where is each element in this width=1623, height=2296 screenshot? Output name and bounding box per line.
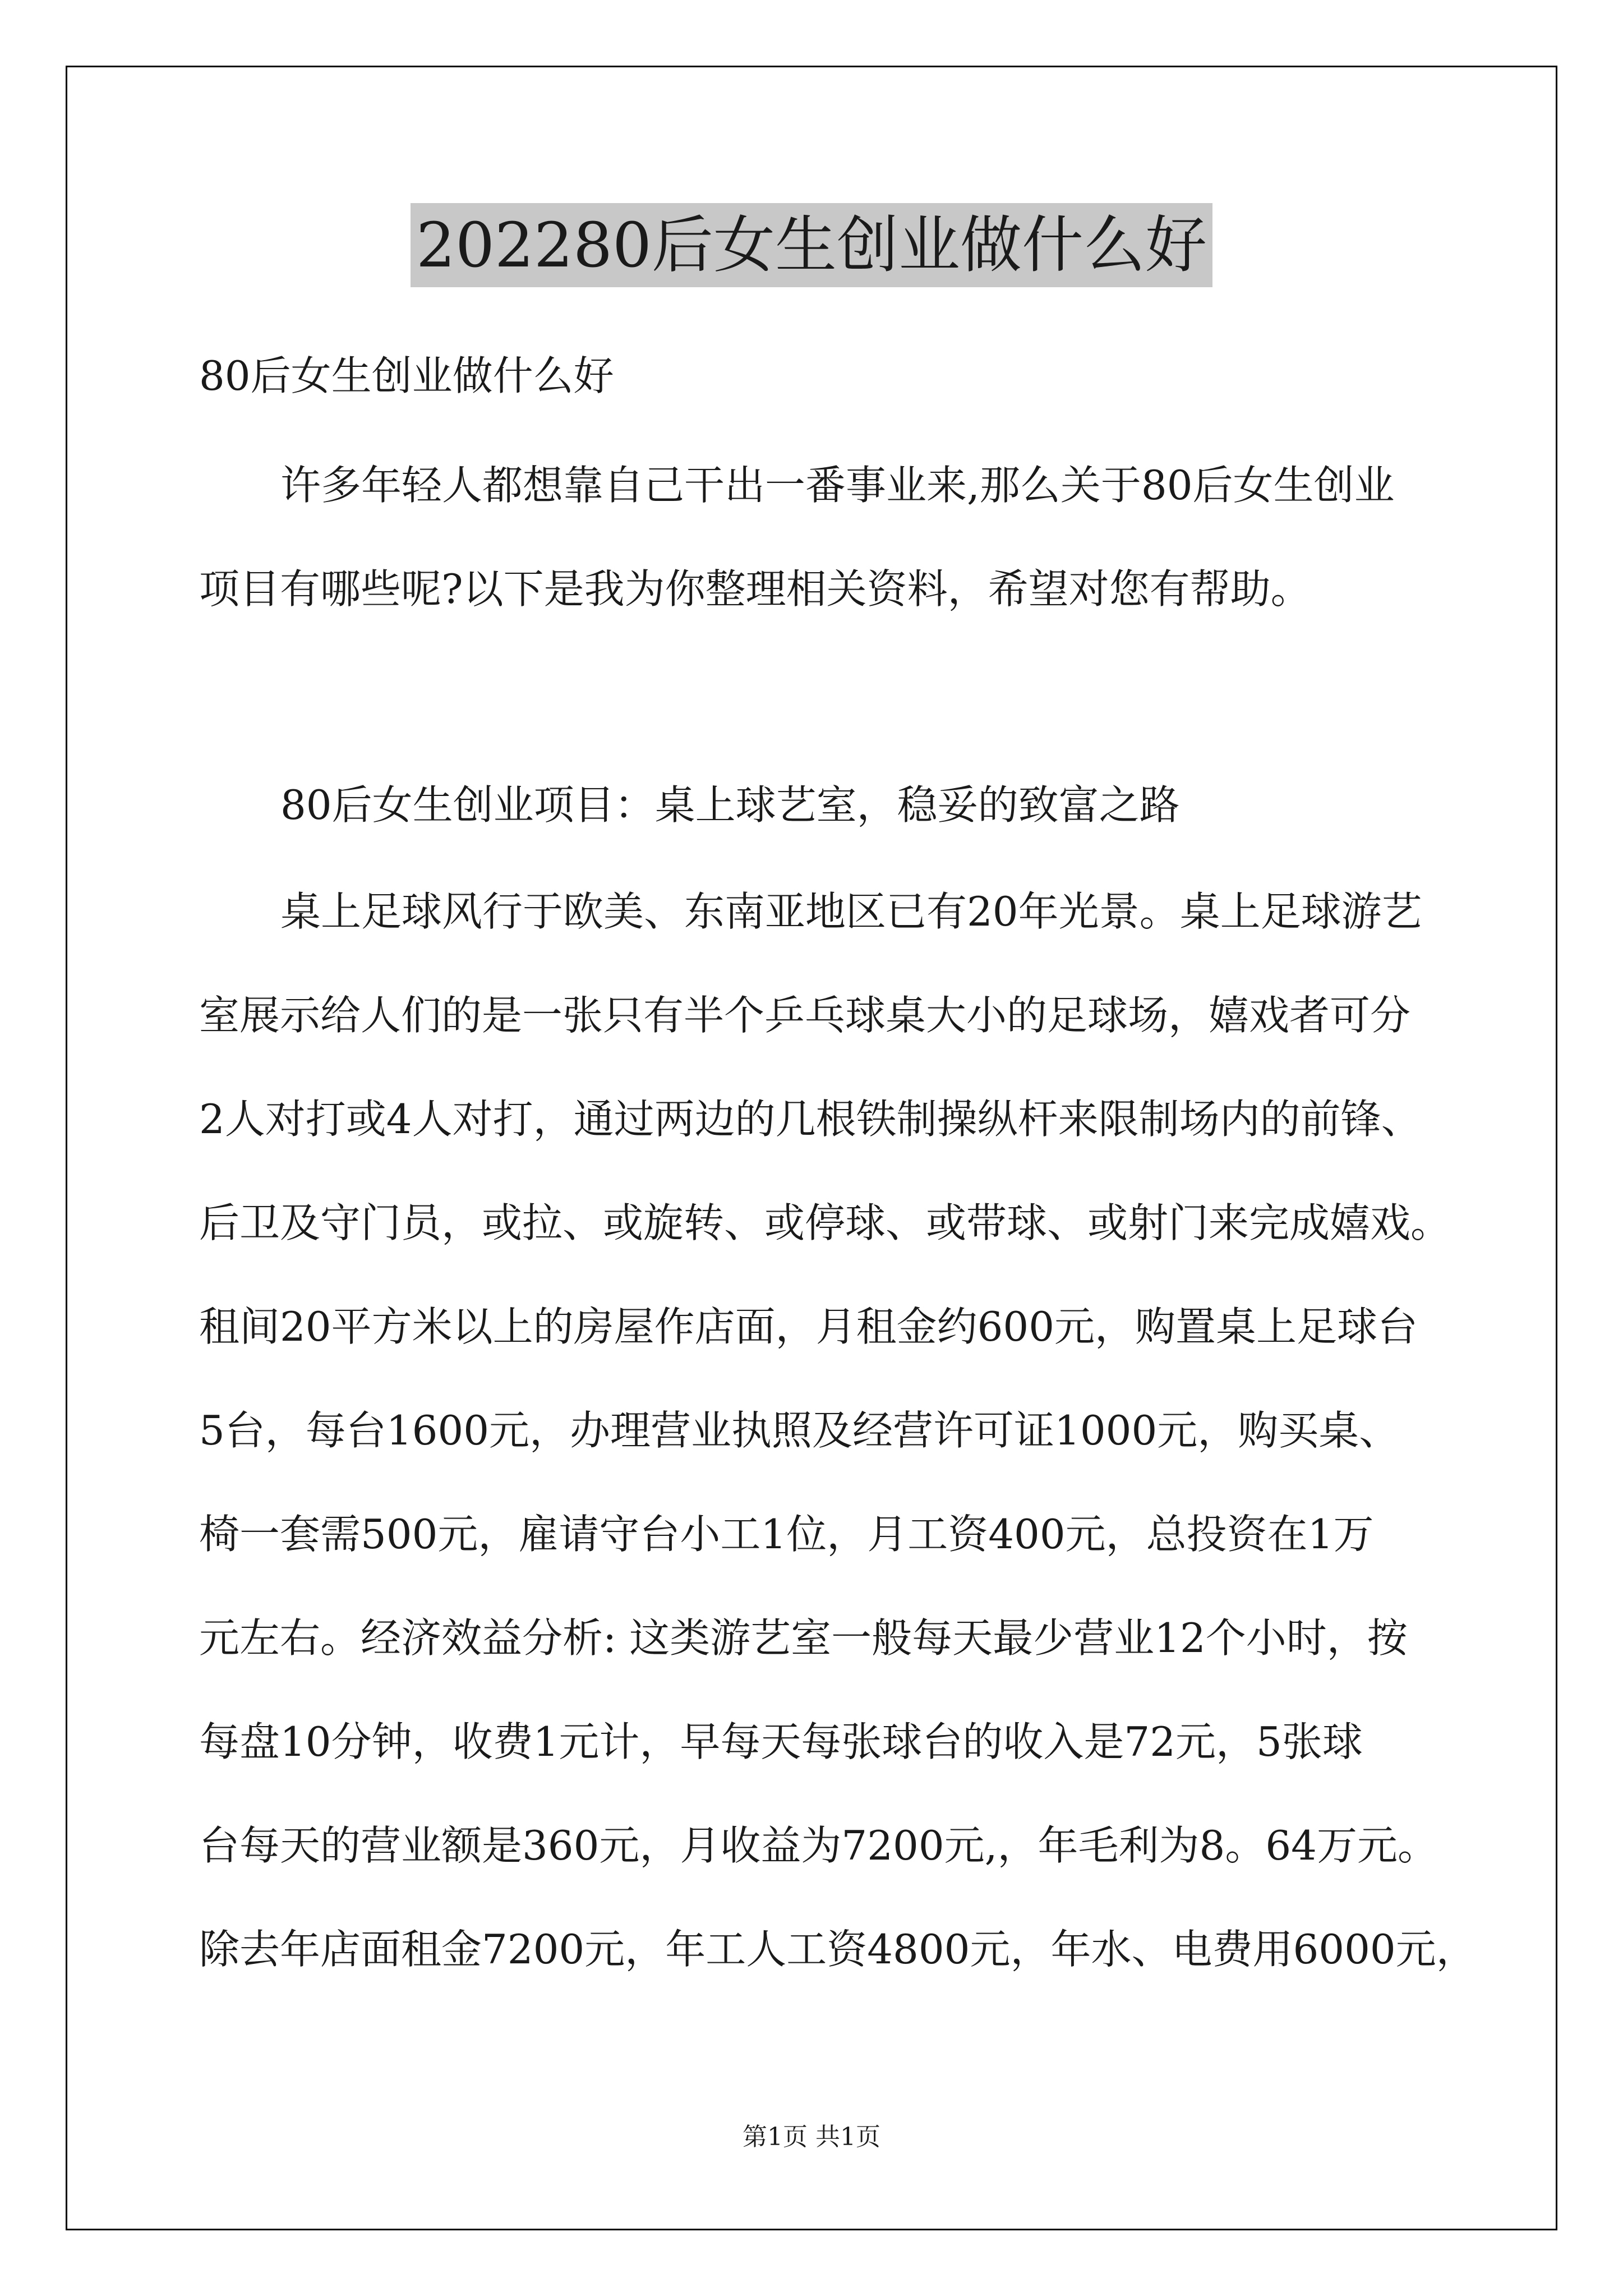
- section-heading: 80后女生创业项目：桌上球艺室，稳妥的致富之路: [280, 781, 1180, 829]
- paragraph-line: 室展示给人们的是一张只有半个乒乓球桌大小的足球场，嬉戏者可分: [199, 992, 1411, 1039]
- paragraph-line: 元左右。经济效益分析: 这类游艺室一般每天最少营业12个小时，按: [199, 1614, 1408, 1662]
- paragraph-line: 许多年轻人都想靠自己干出一番事业来,那么关于80后女生创业: [280, 462, 1395, 509]
- paragraph-line: 椅一套需500元，雇请守台小工1位，月工资400元，总投资在1万: [199, 1511, 1374, 1558]
- paragraph-line: 后卫及守门员，或拉、或旋转、或停球、或带球、或射门来完成嬉戏。: [199, 1199, 1451, 1246]
- title-container: [0, 203, 1623, 287]
- paragraph-line: 5台，每台1600元，办理营业执照及经营许可证1000元，购买桌、: [199, 1407, 1400, 1454]
- paragraph-line: 桌上足球风行于欧美、东南亚地区已有20年光景。桌上足球游艺: [280, 888, 1422, 935]
- subtitle: 80后女生创业做什么好: [199, 352, 614, 399]
- paragraph-line: 项目有哪些呢?以下是我为你整理相关资料，希望对您有帮助。: [199, 565, 1311, 613]
- paragraph-line: 台每天的营业额是360元，月收益为7200元,，年毛利为8。64万元。: [199, 1822, 1438, 1869]
- paragraph-line: 2人对打或4人对打，通过两边的几根铁制操纵杆来限制场内的前锋、: [199, 1096, 1422, 1143]
- paragraph-line: 除去年店面租金7200元，年工人工资4800元，年水、电费用6000元，: [199, 1926, 1477, 1973]
- paragraph-line: 每盘10分钟，收费1元计，早每天每张球台的收入是72元，5张球: [199, 1718, 1363, 1765]
- paragraph-line: 租间20平方米以上的房屋作店面，月租金约600元，购置桌上足球台: [199, 1303, 1418, 1350]
- page-footer: 第1页 共1页: [743, 2123, 880, 2151]
- document-title: 202280后女生创业做什么好: [411, 203, 1212, 287]
